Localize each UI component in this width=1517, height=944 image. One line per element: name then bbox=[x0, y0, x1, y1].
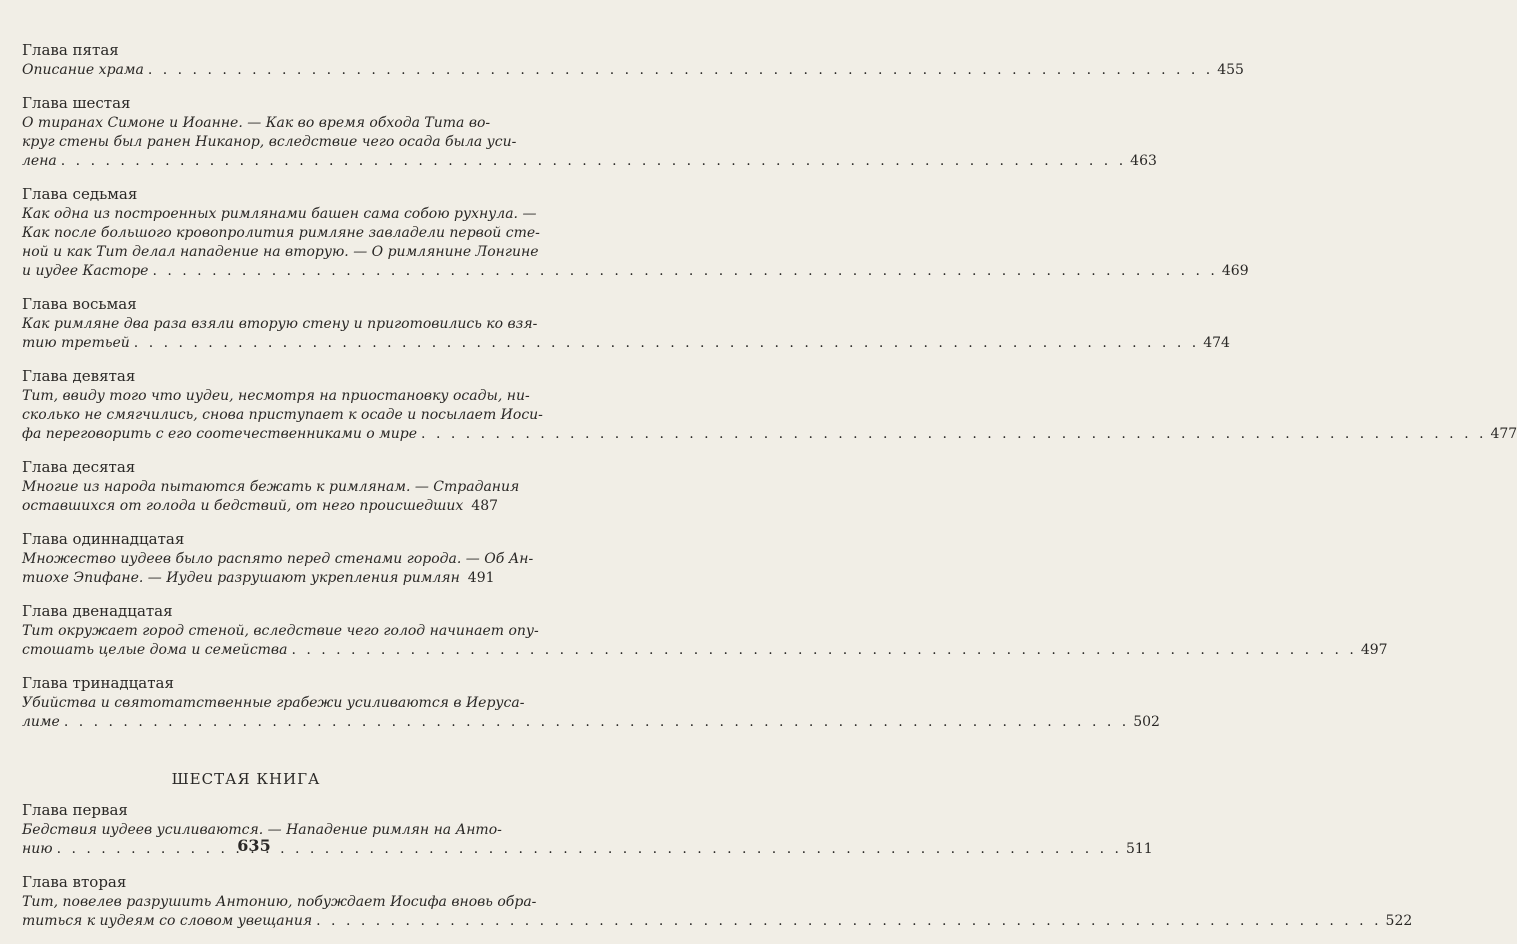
description-line: Множество иудеев было распято перед стенами города. — Об Ан- bbox=[22, 551, 534, 567]
dot-leader bbox=[61, 152, 1126, 171]
dot-leader bbox=[316, 912, 1381, 931]
description-line: фа переговорить с его соотечественниками о мире bbox=[22, 426, 418, 442]
description-line: Тит, ввиду того что иудеи, несмотря на приостановку осады, ни- bbox=[22, 388, 530, 404]
page-number: 635 bbox=[237, 836, 271, 855]
page-ref[interactable]: 463 bbox=[1130, 153, 1157, 169]
dot-leader bbox=[421, 425, 1486, 444]
toc-entry bbox=[22, 529, 534, 588]
description-last-line bbox=[22, 713, 1160, 732]
description-line: Убийства и святотатственные грабежи усиливаются в Иеруса- bbox=[22, 695, 525, 711]
page-ref[interactable]: 522 bbox=[1385, 913, 1413, 929]
toc-entry bbox=[22, 184, 1249, 281]
chapter-description bbox=[22, 205, 1249, 281]
description-line: тию третьей bbox=[22, 335, 130, 351]
description-line: нию bbox=[22, 841, 53, 857]
description-line: Как после большого кровопролития римляне завладели первой сте- bbox=[22, 225, 540, 241]
toc-entry bbox=[22, 601, 1388, 660]
dot-leader bbox=[64, 713, 1129, 732]
page-ref[interactable]: 477 bbox=[1490, 426, 1517, 442]
description-last-line bbox=[22, 569, 495, 588]
page-ref[interactable]: 487 bbox=[471, 498, 499, 514]
toc-section-book-5 bbox=[22, 40, 1517, 732]
chapter-description bbox=[22, 893, 1413, 931]
toc-entry bbox=[22, 366, 1517, 444]
description-last-line bbox=[22, 152, 1157, 171]
page-ref[interactable]: 474 bbox=[1203, 335, 1230, 351]
description-last-line bbox=[22, 641, 1388, 660]
description-line: О тиранах Симоне и Иоанне. — Как во время обхода Тита во- bbox=[22, 115, 491, 131]
chapter-description bbox=[22, 550, 534, 588]
chapter-heading: Глава двенадцатая bbox=[22, 602, 173, 620]
description-line: Тит, повелев разрушить Антонию, побуждает Иосифа вновь обра- bbox=[22, 894, 537, 910]
description-last-line bbox=[22, 497, 499, 516]
description-line: Многие из народа пытаются бежать к римлянам. — Страдания bbox=[22, 479, 520, 495]
description-last-line bbox=[22, 61, 1244, 80]
chapter-heading: Глава девятая bbox=[22, 367, 136, 385]
description-line: титься к иудеям со словом увещания bbox=[22, 913, 313, 929]
chapter-description bbox=[22, 387, 1517, 444]
description-line: Как одна из построенных римлянами башен сама собою рухнула. — bbox=[22, 206, 537, 222]
toc-entry bbox=[22, 40, 1244, 80]
toc-entry bbox=[22, 93, 1157, 171]
chapter-heading: Глава вторая bbox=[22, 873, 127, 891]
chapter-heading: Глава седьмая bbox=[22, 185, 138, 203]
chapter-description bbox=[22, 478, 520, 516]
description-line: Бедствия иудеев усиливаются. — Нападение римлян на Анто- bbox=[22, 822, 502, 838]
description-line: лена bbox=[22, 153, 57, 169]
chapter-description bbox=[22, 61, 1244, 80]
description-line: лиме bbox=[22, 714, 60, 730]
chapter-heading: Глава первая bbox=[22, 801, 128, 819]
description-line: тиохе Эпифане. — Иудеи разрушают укрепления римлян bbox=[22, 570, 460, 586]
book-title: ШЕСТАЯ КНИГА bbox=[171, 770, 321, 788]
description-last-line bbox=[22, 425, 1517, 444]
chapter-heading: Глава одиннадцатая bbox=[22, 530, 185, 548]
toc-entry bbox=[22, 294, 1230, 353]
toc-entry bbox=[22, 872, 1413, 931]
description-line: Как римляне два раза взяли вторую стену и приготовились ко взя- bbox=[22, 316, 538, 332]
description-line: Тит окружает город стеной, вследствие чего голод начинает опу- bbox=[22, 623, 539, 639]
chapter-heading: Глава восьмая bbox=[22, 295, 137, 313]
page-ref[interactable]: 455 bbox=[1217, 62, 1244, 78]
description-last-line bbox=[22, 912, 1413, 931]
description-last-line bbox=[22, 262, 1249, 281]
page-ref[interactable]: 511 bbox=[1125, 841, 1153, 857]
dot-leader bbox=[148, 61, 1213, 80]
toc-section-book-6 bbox=[22, 800, 1413, 931]
dot-leader bbox=[152, 262, 1217, 281]
dot-leader bbox=[291, 641, 1356, 660]
description-line: стошать целые дома и семейства bbox=[22, 642, 288, 658]
description-line: Описание храма bbox=[22, 62, 144, 78]
page-ref[interactable]: 502 bbox=[1133, 714, 1160, 730]
chapter-heading: Глава шестая bbox=[22, 94, 131, 112]
dot-leader bbox=[134, 334, 1199, 353]
page-ref[interactable]: 469 bbox=[1221, 263, 1249, 279]
table-of-contents bbox=[22, 40, 1517, 944]
chapter-description bbox=[22, 694, 1160, 732]
description-last-line bbox=[22, 334, 1230, 353]
chapter-description bbox=[22, 114, 1157, 171]
description-line: сколько не смягчились, снова приступает к осаде и посылает Иоси- bbox=[22, 407, 543, 423]
chapter-heading: Глава пятая bbox=[22, 41, 119, 59]
description-line: и иудее Касторе bbox=[22, 263, 149, 279]
chapter-description bbox=[22, 622, 1388, 660]
chapter-heading: Глава десятая bbox=[22, 458, 136, 476]
page-ref[interactable]: 497 bbox=[1360, 642, 1388, 658]
description-line: круг стены был ранен Никанор, вследствие чего осада была уси- bbox=[22, 134, 517, 150]
description-line: оставшихся от голода и бедствий, от него происшедших bbox=[22, 498, 464, 514]
chapter-description bbox=[22, 315, 1230, 353]
toc-entry bbox=[22, 673, 1160, 732]
description-line: ной и как Тит делал нападение на вторую. — О римлянине Лонгине bbox=[22, 244, 539, 260]
page-ref[interactable]: 491 bbox=[467, 570, 495, 586]
chapter-heading: Глава тринадцатая bbox=[22, 674, 174, 692]
toc-entry bbox=[22, 457, 520, 516]
